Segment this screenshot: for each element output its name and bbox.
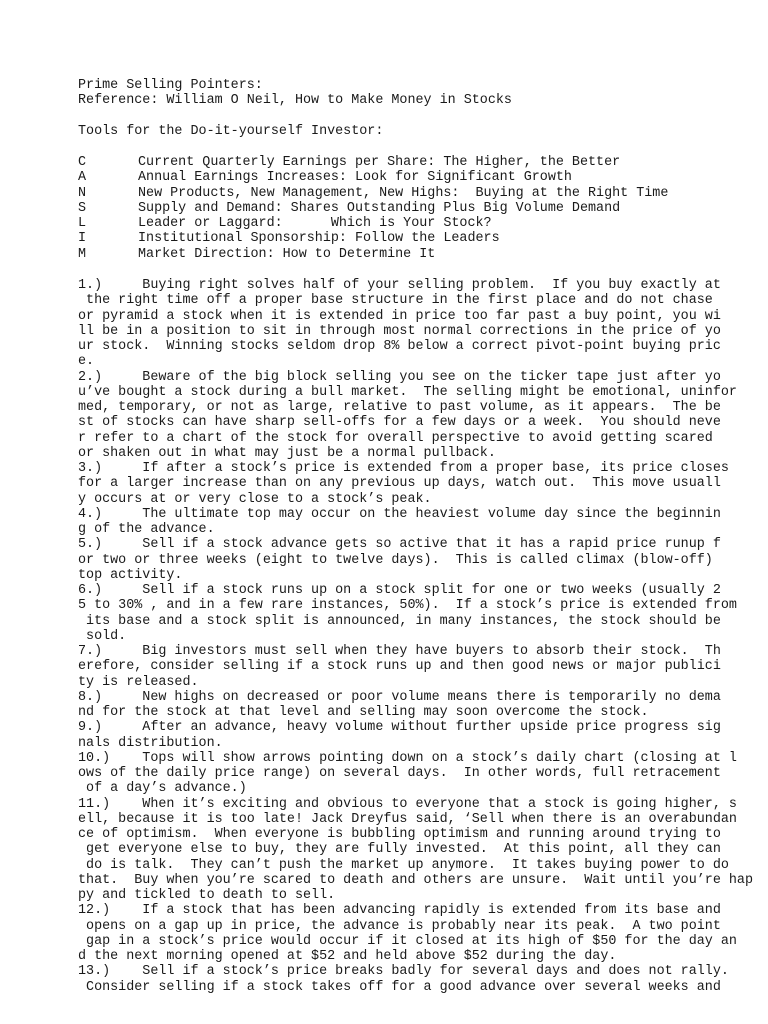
body-text-line: Consider selling if a stock takes off for a good advance over several weeks and [78,979,721,995]
body-text-line: 9.) After an advance, heavy volume without further upside price progress sig [78,720,721,736]
canslim-letter: S [78,200,87,216]
canslim-item [78,231,668,246]
body-text-line: med, temporary, or not as large, relative to past volume, as it appears. The be [78,400,721,415]
body-text-line: ows of the daily price range) on several days. In other words, full retracement [78,766,721,781]
canslim-list [78,155,668,262]
selling-pointers-body [78,278,753,995]
body-text-line: 5 to 30% , and in a few rare instances, 50%). If a stock’s price is extended from [78,598,737,614]
body-text-line: get everyone else to buy, they are fully invested. At this point, all they can [78,842,721,858]
body-text-line: 8.) New highs on decreased or poor volume means there is temporarily no dema [78,689,721,705]
canslim-letter: L [78,216,87,232]
document-reference: Reference: William O Neil, How to Make Money in Stocks [78,93,512,108]
body-text-line: that. Buy when you’re scared to death and others are unsure. Wait until you’re hap [78,872,753,888]
canslim-item [78,186,668,201]
canslim-text: Institutional Sponsorship: Follow the Leaders [138,231,500,247]
body-text-line: the right time off a proper base structure in the first place and do not chase [78,293,713,309]
body-text-line: py and tickled to death to sell. [78,888,336,903]
body-text-line: 13.) Sell if a stock’s price breaks badly for several days and does not rally. [78,964,729,980]
canslim-item [78,155,668,170]
body-text-line: 2.) Beware of the big block selling you see on the ticker tape just after yo [78,369,721,385]
canslim-item [78,170,668,185]
document-title: Prime Selling Pointers: [78,78,263,93]
canslim-letter: C [78,155,87,170]
body-text-line: do is talk. They can’t push the market up anymore. It takes buying power to do [78,857,729,873]
body-text-line: 7.) Big investors must sell when they have buyers to absorb their stock. Th [78,644,721,659]
body-text-line: 1.) Buying right solves half of your selling problem. If you buy exactly at [78,278,721,293]
canslim-item [78,216,668,231]
body-text-line: u’ve bought a stock during a bull market. The selling might be emotional, uninfor [78,384,737,400]
body-text-line: erefore, consider selling if a stock runs up and then good news or major publici [78,659,721,675]
body-text-line: top activity. [78,567,183,583]
body-text-line: its base and a stock split is announced, in many instances, the stock should be [78,613,721,629]
body-text-line: y occurs at or very close to a stock’s peak. [78,491,432,507]
body-text-line: 5.) Sell if a stock advance gets so active that it has a rapid price runup f [78,537,721,553]
body-text-line: ll be in a position to sit in through most normal corrections in the price of yo [78,323,721,339]
body-text-line: opens on a gap up in price, the advance is probably near its peak. A two point [78,918,721,934]
body-text-line: 4.) The ultimate top may occur on the heaviest volume day since the beginnin [78,506,721,522]
body-text-line: ty is released. [78,674,199,690]
canslim-text: Supply and Demand: Shares Outstanding Plus Big Volume Demand [138,200,621,216]
canslim-item [78,247,668,262]
body-text-line: nals distribution. [78,735,223,751]
body-text-line: 6.) Sell if a stock runs up on a stock split for one or two weeks (usually 2 [78,583,721,598]
body-text-line: ce of optimism. When everyone is bubbling optimism and running around trying to [78,827,721,842]
body-text-line: 12.) If a stock that has been advancing rapidly is extended from its base and [78,903,721,919]
body-text-line: nd for the stock at that level and selling may soon overcome the stock. [78,705,649,720]
canslim-letter: I [78,231,87,247]
body-text-line: or shaken out in what may just be a normal pullback. [78,445,496,461]
canslim-text: Market Direction: How to Determine It [138,246,436,262]
body-text-line: of a day’s advance.) [78,781,247,797]
canslim-letter: N [78,185,87,201]
canslim-text: Current Quarterly Earnings per Share: The Higher, the Better [138,155,621,170]
body-text-line: for a larger increase than on any previous up days, watch out. This move usuall [78,476,721,492]
body-text-line: sold. [78,628,127,644]
body-text-line: g of the advance. [78,522,215,537]
body-text-line: r refer to a chart of the stock for overall perspective to avoid getting scared [78,430,713,446]
body-text-line: 10.) Tops will show arrows pointing down on a stock’s daily chart (closing at l [78,750,737,766]
body-text-line: 3.) If after a stock’s price is extended from a proper base, its price closes [78,461,729,476]
body-text-line: d the next morning opened at $52 and held above $52 during the day. [78,949,617,964]
canslim-letter: A [78,170,87,186]
body-text-line: ur stock. Winning stocks seldom drop 8% below a correct pivot-point buying pric [78,339,721,354]
body-text-line: or pyramid a stock when it is extended in price too far past a buy point, you wi [78,308,721,324]
body-text-line: or two or three weeks (eight to twelve days). This is called climax (blow-off) [78,552,713,568]
body-text-line: ell, because it is too late! Jack Dreyfus said, ‘Sell when there is an overabundan [78,811,737,827]
body-text-line: gap in a stock’s price would occur if it closed at its high of $50 for the day an [78,933,737,949]
section-heading: Tools for the Do-it-yourself Investor: [78,124,384,139]
body-text-line: e. [78,354,95,370]
canslim-text: Annual Earnings Increases: Look for Significant Growth [138,170,572,186]
body-text-line: 11.) When it’s exciting and obvious to everyone that a stock is going higher, s [78,796,737,812]
body-text-line: st of stocks can have sharp sell-offs for a few days or a week. You should neve [78,415,721,431]
canslim-text: New Products, New Management, New Highs: Buying at the Right Time [138,185,669,201]
canslim-text: Leader or Laggard: Which is Your Stock? [138,216,492,232]
canslim-item [78,201,668,216]
canslim-letter: M [78,246,87,262]
